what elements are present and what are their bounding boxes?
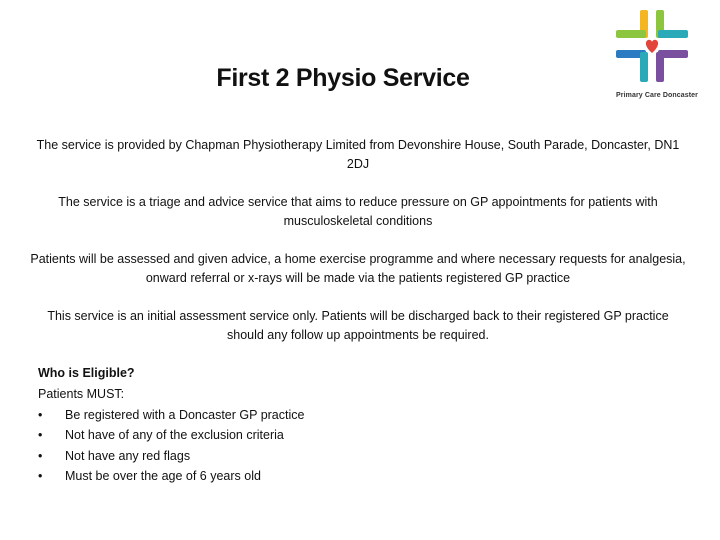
bullet-icon: • [38, 428, 43, 443]
bullet-icon: • [38, 468, 43, 483]
list-item [38, 466, 638, 486]
eligibility-heading: Who is Eligible? [38, 366, 135, 380]
slide-title: First 2 Physio Service [216, 64, 470, 92]
list-item [38, 446, 638, 466]
list-item [38, 425, 638, 445]
paragraph-provider: The service is provided by Chapman Physiotherapy Limited from Devonshire House, South Parade, Doncaster, DN1 2DJ [36, 138, 680, 171]
bullet-icon: • [38, 408, 43, 422]
paragraph-service-purpose: The service is a triage and advice service that aims to reduce pressure on GP appointments for patients with musculoskeletal conditions [58, 195, 658, 228]
eligibility-list [38, 405, 638, 486]
list-item [38, 405, 638, 425]
list-item-text: Must be over the age of 6 years old [65, 468, 261, 483]
list-item-text: Not have of any of the exclusion criteria [65, 428, 284, 443]
eligibility-subheading: Patients MUST: [38, 387, 125, 401]
logo-caption: Primary Care Doncaster [616, 92, 698, 99]
paragraph-initial-assessment: This service is an initial assessment service only. Patients will be discharged back to their registered GP practice should any follow up appointments be required. [47, 309, 669, 342]
paragraph-assessment: Patients will be assessed and given advice, a home exercise programme and where necessary requests for analgesia, onward referral or x-rays will be made via the patients registered GP practice [30, 252, 686, 285]
bullet-icon: • [38, 448, 43, 463]
list-item-text: Be registered with a Doncaster GP practice [65, 408, 305, 422]
list-item-text: Not have any red flags [65, 448, 191, 463]
